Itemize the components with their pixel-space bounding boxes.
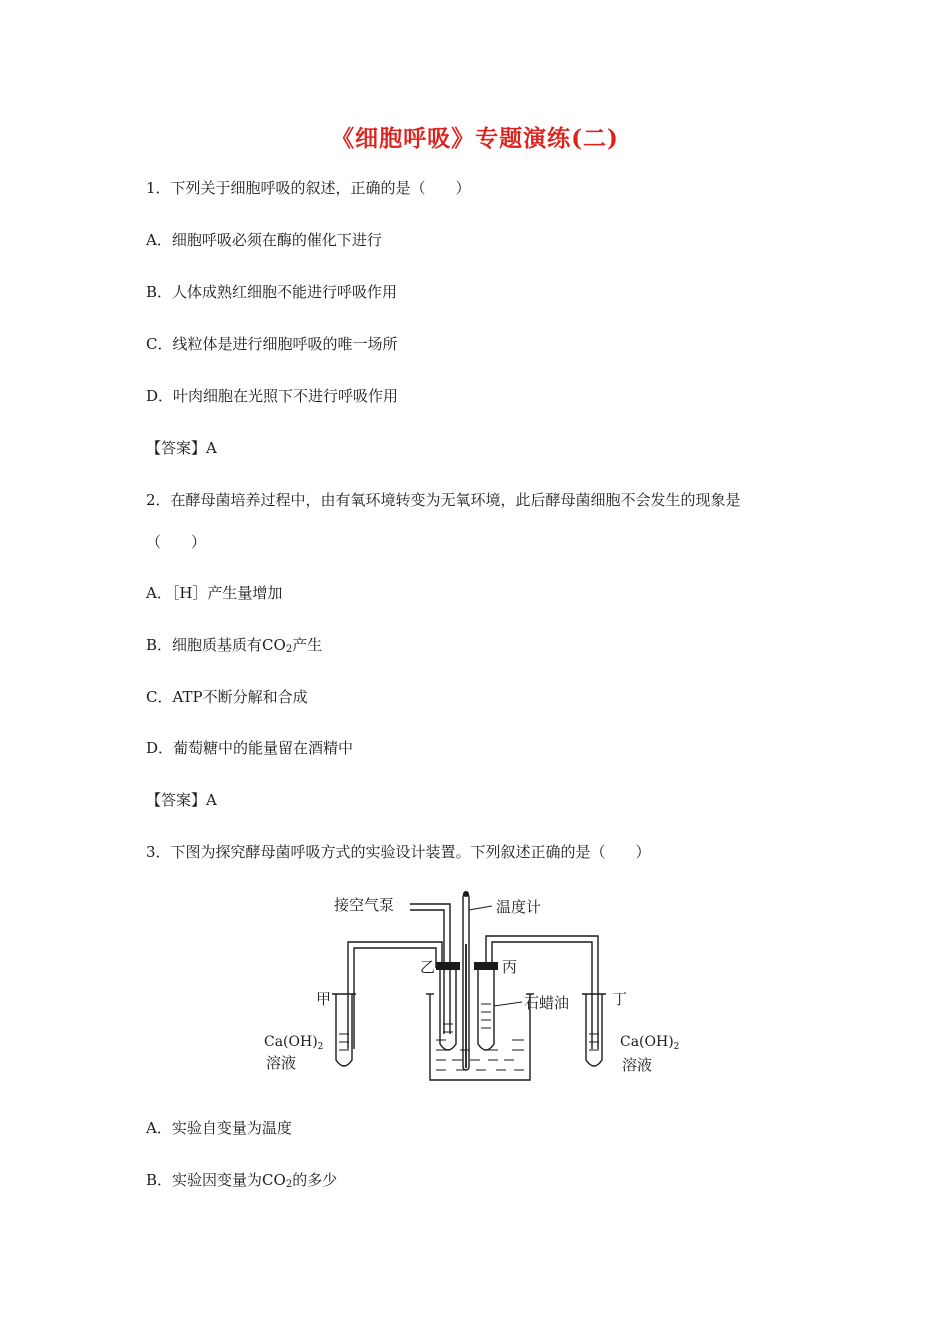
label-solution-right: 溶液 [622,1056,653,1074]
tube-bing [478,968,494,1050]
tube-yi [440,968,456,1050]
stopper-yi [436,962,460,970]
label-bing: 丙 [502,958,518,976]
question-2-option-c: C．ATP不断分解和合成 [146,688,308,706]
label-solution-left: 溶液 [266,1054,297,1072]
label-thermometer: 温度计 [496,898,542,916]
question-3-option-b [146,1170,337,1190]
tube-to-ding [486,936,598,1049]
question-1-option-a: A．细胞呼吸必须在酶的催化下进行 [146,231,382,249]
caoh-right-sub: 2 [673,1042,680,1052]
question-2-answer: 【答案】A [146,791,217,809]
thermometer-bulb-top [463,891,469,897]
option-text: B．实验因变量为CO [146,1171,286,1189]
question-1-option-d: D．叶肉细胞在光照下不进行呼吸作用 [146,387,399,405]
option-tail: 产生 [292,636,323,654]
question-1-option-b: B．人体成熟红细胞不能进行呼吸作用 [146,283,398,301]
question-1-stem: 1．下列关于细胞呼吸的叙述，正确的是（ ） [146,179,471,197]
label-jia: 甲 [316,990,332,1008]
question-2-option-b [146,635,322,655]
question-3-option-a: A．实验自变量为温度 [146,1119,292,1137]
caoh-left-sub: 2 [317,1042,324,1052]
label-yi: 乙 [420,958,436,976]
question-1-answer: 【答案】A [146,439,217,457]
yeast-respiration-apparatus-figure [260,884,690,1084]
beaker [430,994,530,1080]
option-tail: 的多少 [292,1171,338,1189]
question-2-option-d: D．葡萄糖中的能量留在酒精中 [146,739,354,757]
caoh-right-text: Ca(OH) [620,1034,674,1050]
option-text: B．细胞质基质有CO [146,636,286,654]
label-ding: 丁 [612,990,628,1008]
question-1-option-c: C．线粒体是进行细胞呼吸的唯一场所 [146,335,398,353]
question-2-stem: 2．在酵母菌培养过程中，由有氧环境转变为无氧环境，此后酵母菌细胞不会发生的现象是 [146,491,741,509]
subscript: 2 [285,644,293,655]
question-2-stem-cont: （ ） [146,533,207,551]
water-lines [436,1040,524,1070]
label-paraffin: 石蜡油 [524,994,570,1012]
label-pump: 接空气泵 [334,896,395,914]
label-caoh-right [620,1034,679,1052]
stopper-bing [474,962,498,970]
subscript: 2 [285,1179,293,1190]
test-tube-ding [586,994,602,1066]
caoh-left-text: Ca(OH) [264,1034,318,1050]
question-3-stem: 3．下图为探究酵母菌呼吸方式的实验设计装置。下列叙述正确的是（ ） [146,843,651,861]
test-tube-jia [336,994,352,1066]
question-2-option-a: A．［H］产生量增加 [146,584,283,602]
page-title: 《细胞呼吸》专题演练(二) [331,125,619,152]
label-caoh-left [264,1034,323,1052]
